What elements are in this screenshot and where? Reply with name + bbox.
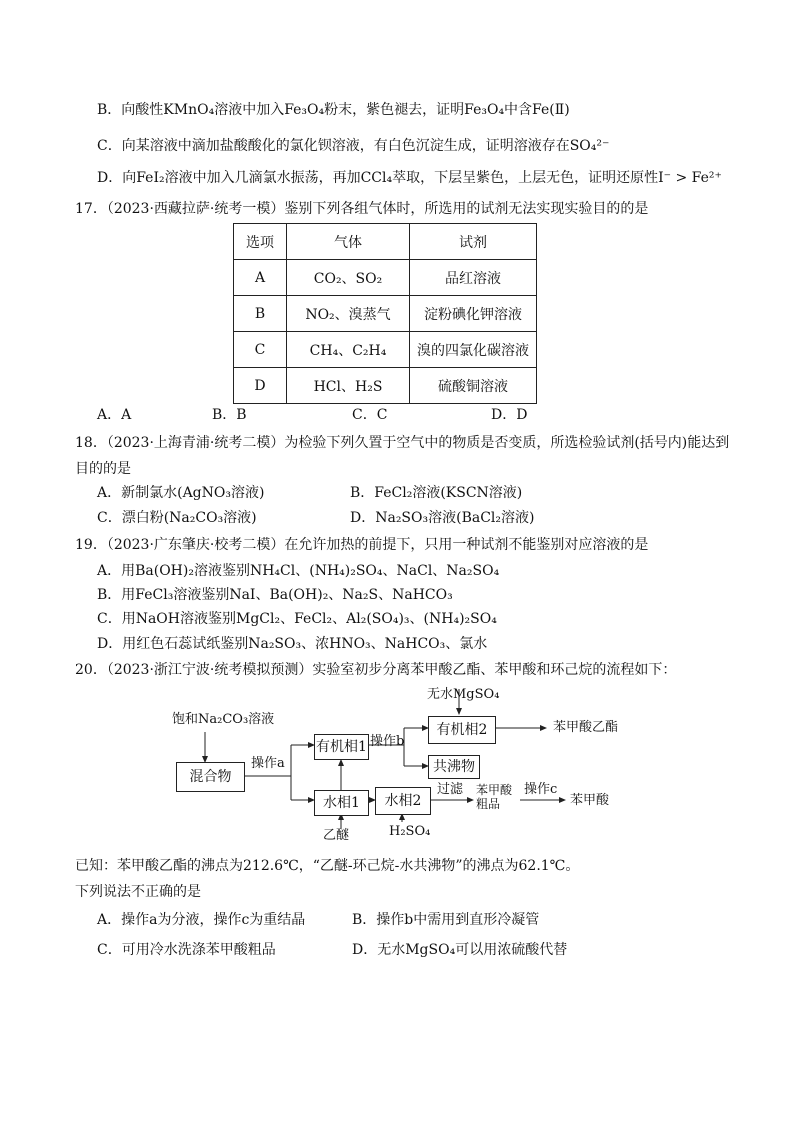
flow-box-aqueous1: 水相1 (314, 790, 369, 816)
q18-stem-cont: 目的的是 (75, 461, 131, 477)
table-cell: HCl、H₂S (287, 368, 410, 404)
flow-label-anhydrous-mgso4: 无水MgSO₄ (427, 687, 500, 702)
q17-option-c: C．C (352, 407, 388, 423)
flow-label-op-c: 操作c (524, 782, 558, 797)
table-cell: CO₂、SO₂ (287, 260, 410, 296)
table-cell: CH₄、C₂H₄ (287, 332, 410, 368)
q18-option-a: A．新制氯水(AgNO₃溶液) (97, 485, 265, 501)
q19-option-b: B．用FeCl₃溶液鉴别NaI、Ba(OH)₂、Na₂S、NaHCO₃ (97, 587, 453, 603)
table-cell: 淀粉碘化钾溶液 (410, 296, 537, 332)
table-cell: C (234, 332, 287, 368)
flow-label-product-ester: 苯甲酸乙酯 (553, 720, 619, 735)
table-cell: B (234, 296, 287, 332)
q20-stem: 20．（2023·浙江宁波·统考模拟预测）实验室初步分离苯甲酸乙酯、苯甲酸和环己烷的流程如下： (75, 662, 677, 678)
q20-option-d: D．无水MgSO₄可以用浓硫酸代替 (352, 942, 568, 958)
flow-label-op-a: 操作a (251, 756, 285, 771)
q20-option-c: C．可用冷水洗涤苯甲酸粗品 (97, 942, 276, 958)
flow-label-ether: 乙醚 (323, 828, 350, 843)
flow-label-filter: 过滤 (437, 782, 464, 797)
table-cell: 硫酸铜溶液 (410, 368, 537, 404)
prev-option-b: B．向酸性KMnO₄溶液中加入Fe₃O₄粉末，紫色褪去，证明Fe₃O₄中含Fe(Ⅱ) (97, 102, 570, 118)
q17-option-b: B．B (212, 407, 247, 423)
table-cell: 溴的四氯化碳溶液 (410, 332, 537, 368)
flow-label-h2so4: H₂SO₄ (389, 824, 431, 839)
table-header-cell: 试剂 (410, 224, 537, 260)
flow-box-organic1: 有机相1 (314, 734, 369, 760)
flow-label-op-b: 操作b (370, 734, 405, 749)
q17-stem: 17．（2023·西藏拉萨·统考一模）鉴别下列各组气体时，所选用的试剂无法实现实验目的的是 (75, 201, 649, 217)
q17-option-d: D．D (491, 407, 528, 423)
q18-stem: 18．（2023·上海青浦·统考二模）为检验下列久置于空气中的物质是否变质，所选检验试剂(括号内)能达到 (75, 435, 730, 451)
q19-option-d: D．用红色石蕊试纸鉴别Na₂SO₃、浓HNO₃、NaHCO₃、氯水 (97, 636, 488, 652)
q20-option-a: A．操作a为分液，操作c为重结晶 (97, 912, 306, 928)
q18-option-d: D．Na₂SO₃溶液(BaCl₂溶液) (350, 510, 535, 526)
q20-option-b: B．操作b中需用到直形冷凝管 (352, 912, 540, 928)
flow-label-saturated-na2co3: 饱和Na₂CO₃溶液 (172, 712, 275, 727)
flow-label-crude-acid: 苯甲酸 粗品 (476, 783, 513, 811)
flow-box-organic2: 有机相2 (428, 716, 496, 744)
q19-stem: 19．（2023·广东肇庆·校考二模）在允许加热的前提下，只用一种试剂不能鉴别对应溶液的是 (75, 537, 649, 553)
table-header-cell: 气体 (287, 224, 410, 260)
table-cell: A (234, 260, 287, 296)
flow-label-product-acid: 苯甲酸 (570, 793, 610, 808)
q19-option-c: C．用NaOH溶液鉴别MgCl₂、FeCl₂、Al₂(SO₄)₃、(NH₄)₂SO₄ (97, 611, 497, 627)
flow-box-azeotrope: 共沸物 (428, 755, 480, 779)
prev-option-d: D．向FeI₂溶液中加入几滴氯水振荡，再加CCl₄萃取，下层呈紫色，上层无色，证明还原性I⁻ > Fe²⁺ (97, 170, 722, 186)
flow-box-mixture: 混合物 (176, 762, 245, 792)
flow-box-aqueous2: 水相2 (375, 787, 431, 815)
table-cell: 品红溶液 (410, 260, 537, 296)
q19-option-a: A．用Ba(OH)₂溶液鉴别NH₄Cl、(NH₄)₂SO₄、NaCl、Na₂SO₄ (97, 563, 500, 579)
q17-option-a: A．A (97, 407, 132, 423)
table-cell: NO₂、溴蒸气 (287, 296, 410, 332)
q18-option-c: C．漂白粉(Na₂CO₃溶液) (97, 510, 257, 526)
table-header-cell: 选项 (234, 224, 287, 260)
table-cell: D (234, 368, 287, 404)
q20-known: 已知：苯甲酸乙酯的沸点为212.6℃，“乙醚-环己烷-水共沸物”的沸点为62.1℃。 (75, 858, 580, 874)
q18-option-b: B．FeCl₂溶液(KSCN溶液) (350, 485, 523, 501)
prev-option-c: C．向某溶液中滴加盐酸酸化的氯化钡溶液，有白色沉淀生成，证明溶液存在SO₄²⁻ (97, 138, 610, 154)
q20-question: 下列说法不正确的是 (75, 884, 201, 900)
